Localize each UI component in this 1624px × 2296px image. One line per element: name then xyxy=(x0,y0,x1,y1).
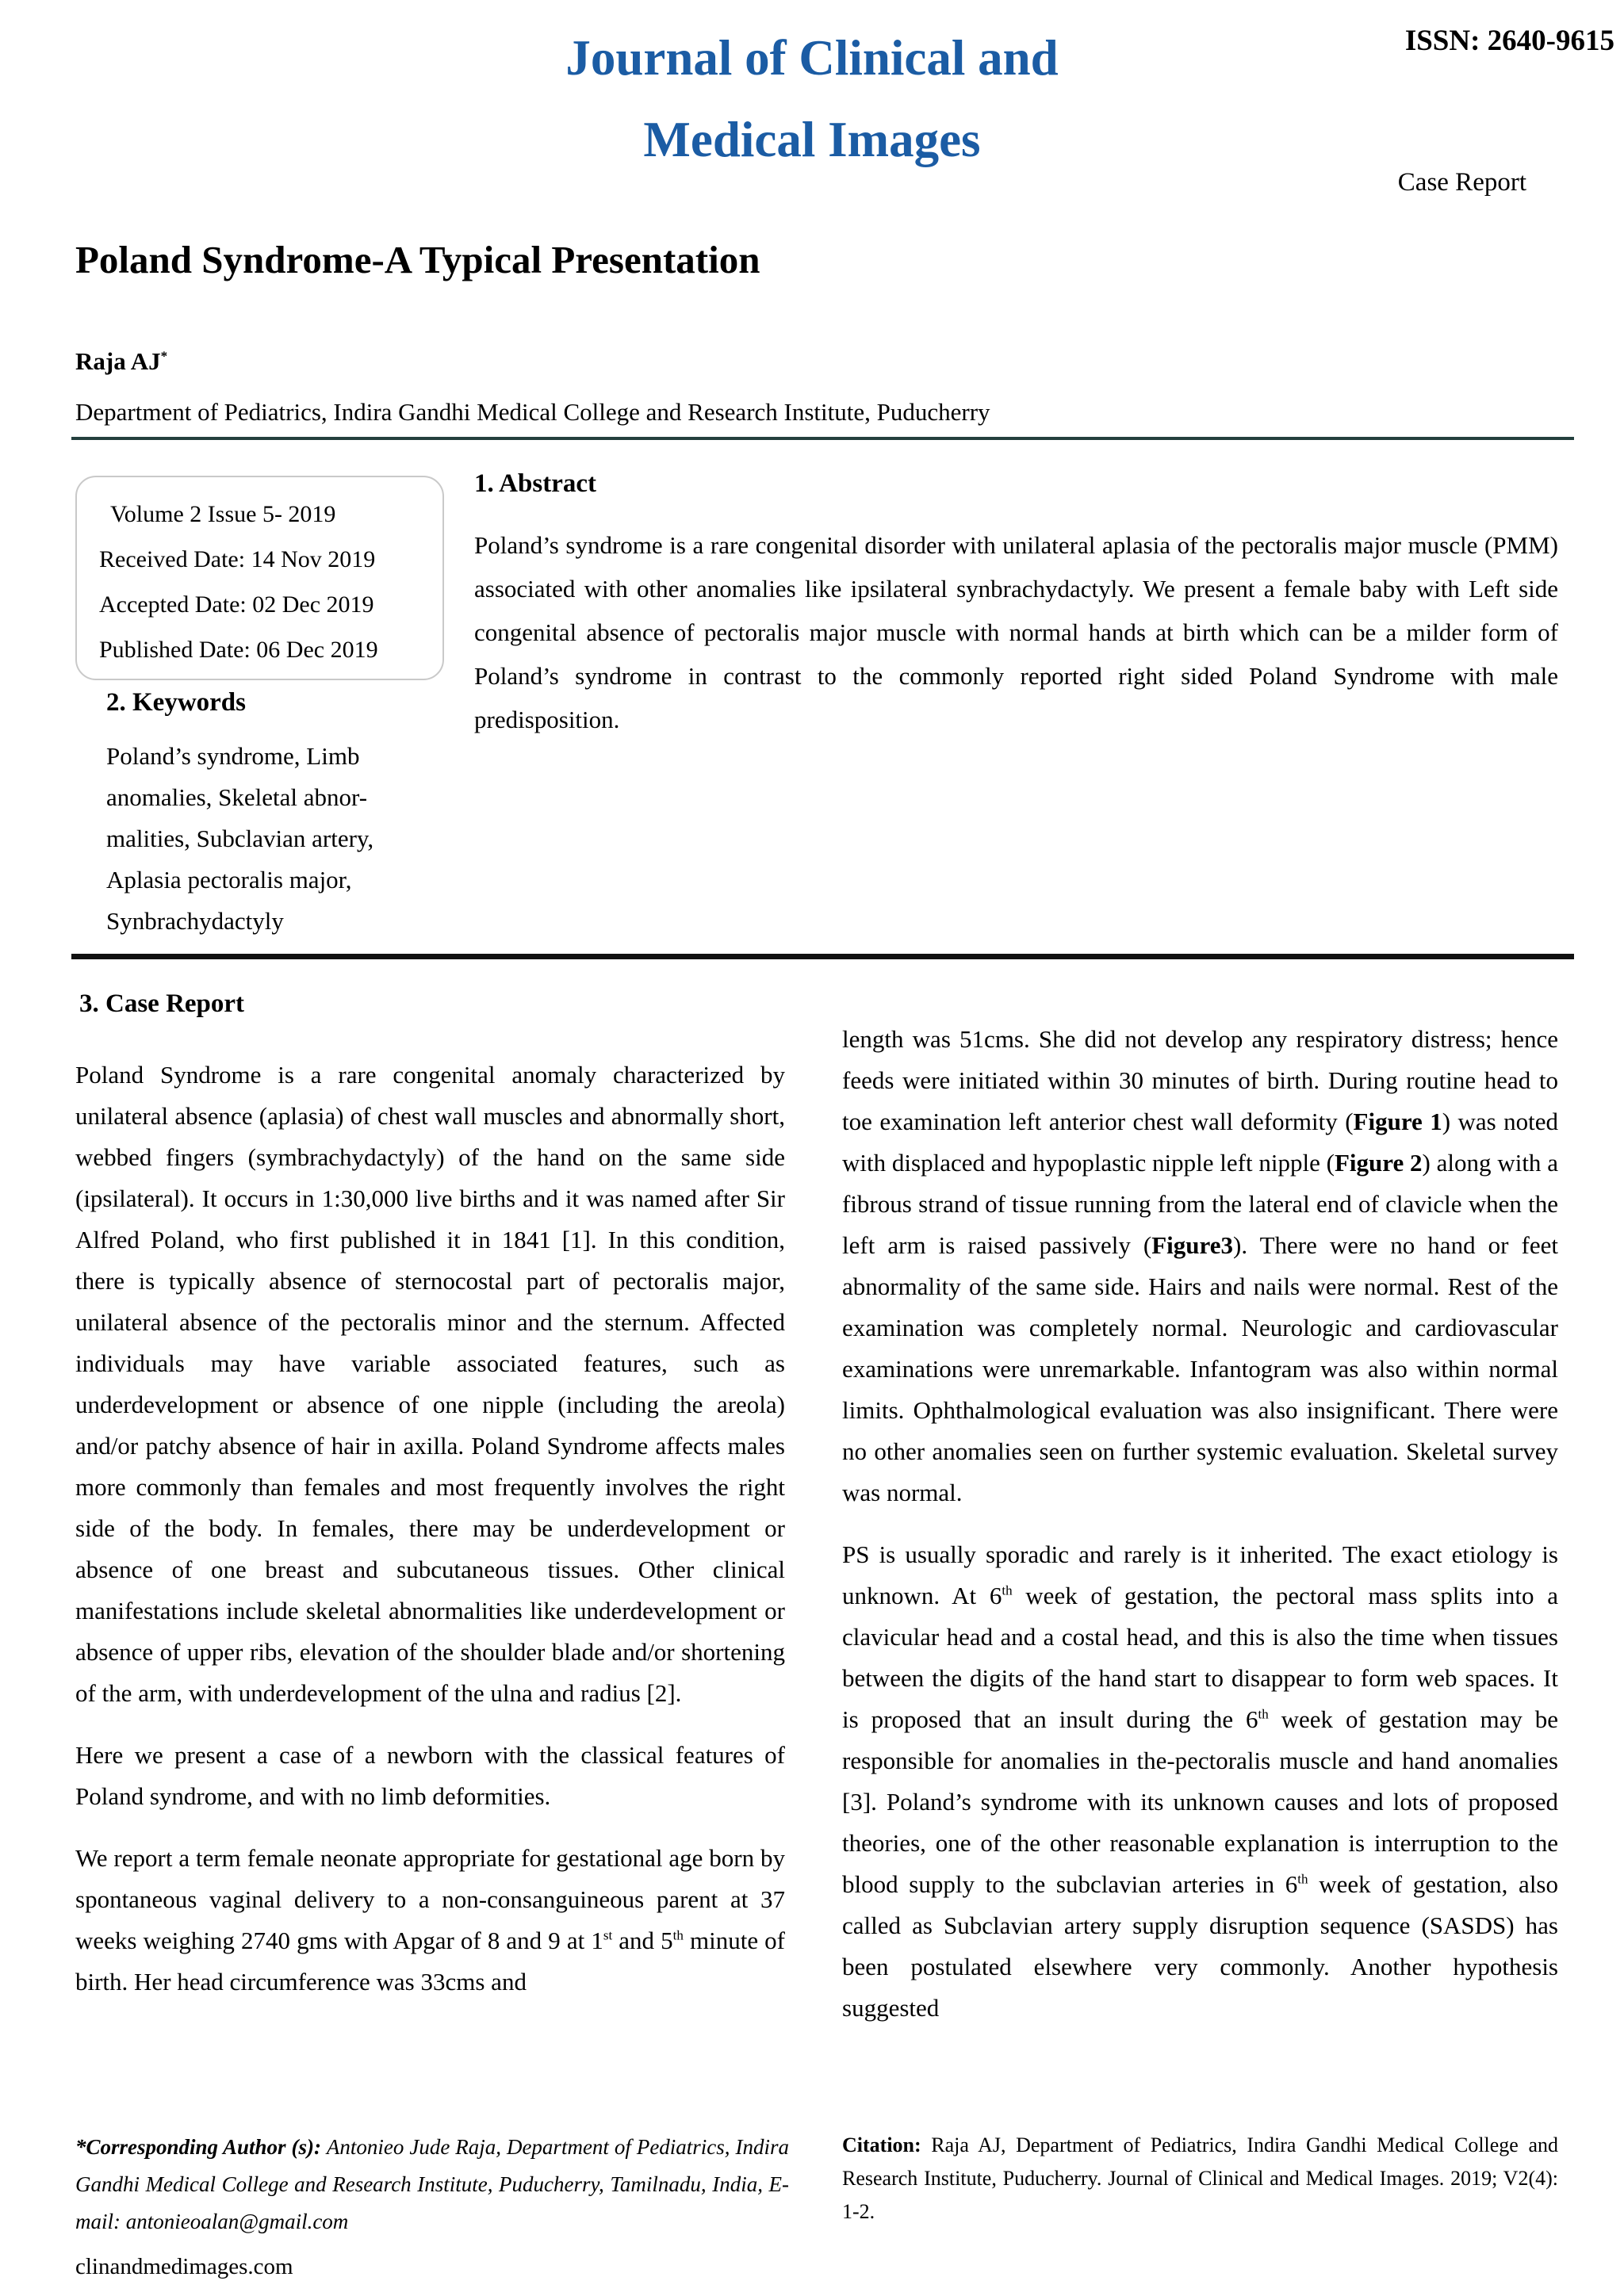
article-type-label: Case Report xyxy=(1397,168,1526,197)
citation-text: Raja AJ, Department of Pediatrics, Indira Gandhi Medical College and Research Institute, Puducherry. Journal of Clinical and Medical Images. 2019; V2(4): 1-2. xyxy=(842,2133,1558,2223)
citation-note xyxy=(842,2129,1558,2229)
keywords-heading: 2. Keywords xyxy=(106,688,246,717)
corresponding-author-asterisk: * xyxy=(160,348,168,364)
journal-title-line2: Medical Images xyxy=(643,112,981,167)
received-date: Received Date: 14 Nov 2019 xyxy=(99,546,376,572)
case-report-left-column: Poland Syndrome is a rare congenital anomaly characterized by unilateral absence (aplasia) of chest wall muscles and abnormally short, webbed fingers (symbrachydactyly) of the hand on the same side (ipsilateral). It occurs in 1:30,000 live births and it was named after Sir Alfred Poland, who first published it in 1841 [1]. In this condition, there is typically absence of sternocostal part of pectoralis major, unilateral absence of the pectoralis minor and the sternum. Affected individuals may have variable associated features, such as underdevelopment or absence of one nipple (including the areola) and/or patchy absence of hair in axilla. Poland Syndrome affects males more commonly than females and most frequently involves the right side of the body. In females, there may be underdevelopment or absence of one breast and subcutaneous tissues. Other clinical manifestations include skeletal abnormalities like underdevelopment or absence of upper ribs, elevation of the shoulder blade and/or shortening of the arm, with underdevelopment of the ulna and radius [2]. Here we present a case of a newborn with the classical features of Poland syndrome, and with no limb deformities. We report a term female neonate appropriate for gestational age born by spontaneous vaginal delivery to a non-consanguineous parent at 37 weeks weighing 2740 gms with Apgar of 8 and 9 at 1st and 5th minute of birth. Her head circumference was 33cms and xyxy=(75,1061,785,1996)
journal-title-line1: Journal of Clinical and xyxy=(565,30,1059,86)
journal-title xyxy=(0,17,1624,181)
issn-label: ISSN: 2640-9615 xyxy=(1404,25,1614,57)
citation-label: Citation: xyxy=(842,2133,932,2156)
keywords-text: Poland’s syndrome, Limb anomalies, Skeletal abnor- malities, Subclavian artery, Aplasia pectoralis major, Synbrachydactyly xyxy=(106,742,374,935)
author-name xyxy=(75,347,167,376)
accepted-date: Accepted Date: 02 Dec 2019 xyxy=(99,591,374,618)
section-divider xyxy=(71,954,1574,959)
issue-info-box xyxy=(75,476,444,680)
volume-issue: Volume 2 Issue 5- 2019 xyxy=(110,501,336,527)
abstract-text: Poland’s syndrome is a rare congenital disorder with unilateral aplasia of the pectoralis major muscle (PMM) associated with other anomalies like ipsilateral synbrachydactyly. We present a female baby with Left side congenital absence of pectoralis major muscle with normal hands at birth which can be a milder form of Poland’s syndrome in contrast to the commonly reported right sided Poland Syndrome with male predisposition. xyxy=(474,531,1558,733)
journal-website: clinandmedimages.com xyxy=(75,2254,293,2279)
article-title: Poland Syndrome-A Typical Presentation xyxy=(75,238,760,281)
corresponding-author-text: Antonieo Jude Raja, Department of Pediatrics, Indira Gandhi Medical College and Research Institute, Puducherry, Tamilnadu, India, E-mail: antonieoalan@gmail.com xyxy=(75,2135,789,2233)
abstract-heading: 1. Abstract xyxy=(474,469,596,498)
published-date: Published Date: 06 Dec 2019 xyxy=(99,637,378,663)
corresponding-author-label: *Corresponding Author (s): xyxy=(75,2135,327,2159)
corresponding-author-note xyxy=(75,2129,789,2241)
case-report-heading: 3. Case Report xyxy=(79,989,245,1018)
header-divider xyxy=(71,437,1574,440)
case-report-right-column: length was 51cms. She did not develop any respiratory distress; hence feeds were initiated within 30 minutes of birth. During routine head to toe examination left anterior chest wall deformity (Figure 1) was noted with displaced and hypoplastic nipple left nipple (Figure 2) along with a fibrous strand of tissue running from the lateral end of clavicle when the left arm is raised passively (Figure3). There were no hand or feet abnormality of the same side. Hairs and nails were normal. Rest of the examination was completely normal. Neurologic and cardiovascular examinations were unremarkable. Infantogram was also within normal limits. Ophthalmological evaluation was also insignificant. There were no other anomalies seen on further systemic evaluation. Skeletal survey was normal. PS is usually sporadic and rarely is it inherited. The exact etiology is unknown. At 6th week of gestation, the pectoral mass splits into a clavicular head and a costal head, and this is also the time when tissues between the digits of the hand start to disappear to form web spaces. It is proposed that an insult during the 6th week of gestation may be responsible for anomalies in the-pectoralis muscle and hand anomalies [3]. Poland’s syndrome with its unknown causes and lots of proposed theories, one of the other reasonable explanation is interruption to the blood supply to the subclavian arteries in 6th week of gestation, also called as Subclavian artery supply disruption sequence (SASDS) has been postulated elsewhere very commonly. Another hypothesis suggested xyxy=(842,1025,1559,2022)
author-name-text: Raja AJ xyxy=(75,347,161,375)
author-affiliation: Department of Pediatrics, Indira Gandhi Medical College and Research Institute, Puducherry xyxy=(75,398,990,426)
